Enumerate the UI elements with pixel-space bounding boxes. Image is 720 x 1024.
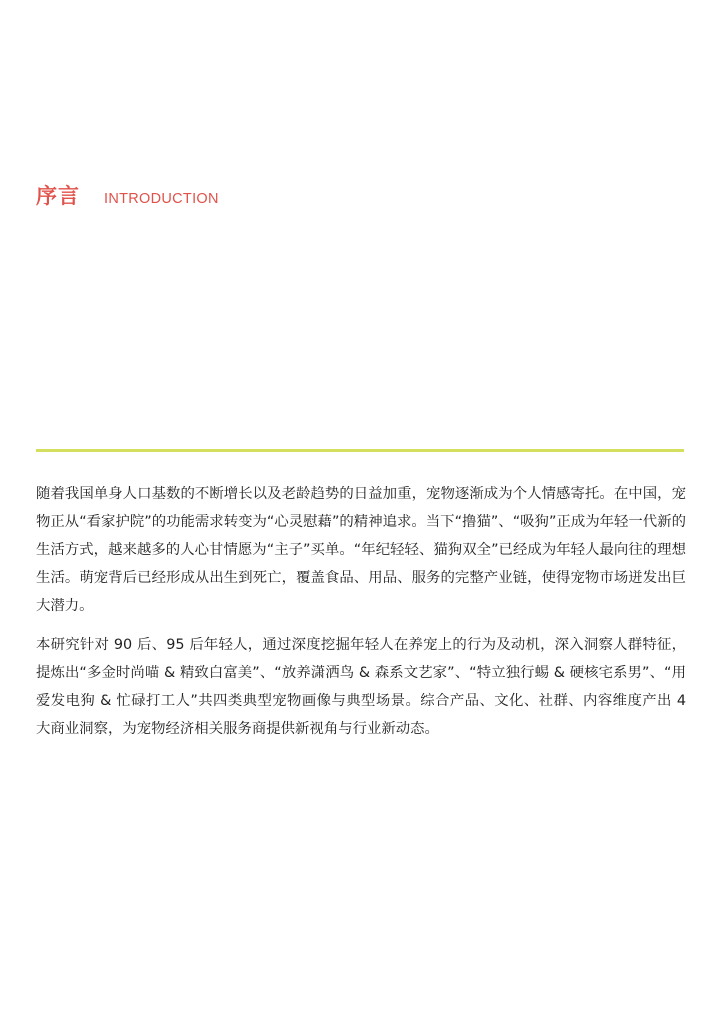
section-subtitle: INTRODUCTION bbox=[104, 191, 219, 207]
intro-paragraph-1: 随着我国单身人口基数的不断增长以及老龄趋势的日益加重，宠物逐渐成为个人情感寄托。在中国，宠物正从“看家护院”的功能需求转变为“心灵慰藉”的精神追求。当下“撸猫”、“吸狗”正成为年轻一代新的生活方式，越来越多的人心甘情愿为“主子”买单。“年纪轻轻、猫狗双全”已经成为年轻人最向往的理想生活。萌宠背后已经形成从出生到死亡，覆盖食品、用品、服务的完整产业链，使得宠物市场迸发出巨大潜力。 bbox=[36, 486, 686, 614]
intro-paragraph-2: 本研究针对 90 后、95 后年轻人，通过深度挖掘年轻人在养宠上的行为及动机，深入洞察人群特征，提炼出“多金时尚喵 & 精致白富美”、“放养潇洒鸟 & 森系文艺家”、“特立独行蜴 & 硬核宅系男”、“用爱发电狗 & 忙碌打工人”共四类典型宠物画像与典型场景。综合产品、文化、社群、内容维度产出 4 大商业洞察，为宠物经济相关服务商提供新视角与行业新动态。 bbox=[36, 637, 686, 737]
divider bbox=[36, 449, 684, 452]
intro-body bbox=[36, 480, 686, 754]
section-title: 序言 bbox=[36, 184, 80, 208]
section-header bbox=[36, 180, 219, 210]
